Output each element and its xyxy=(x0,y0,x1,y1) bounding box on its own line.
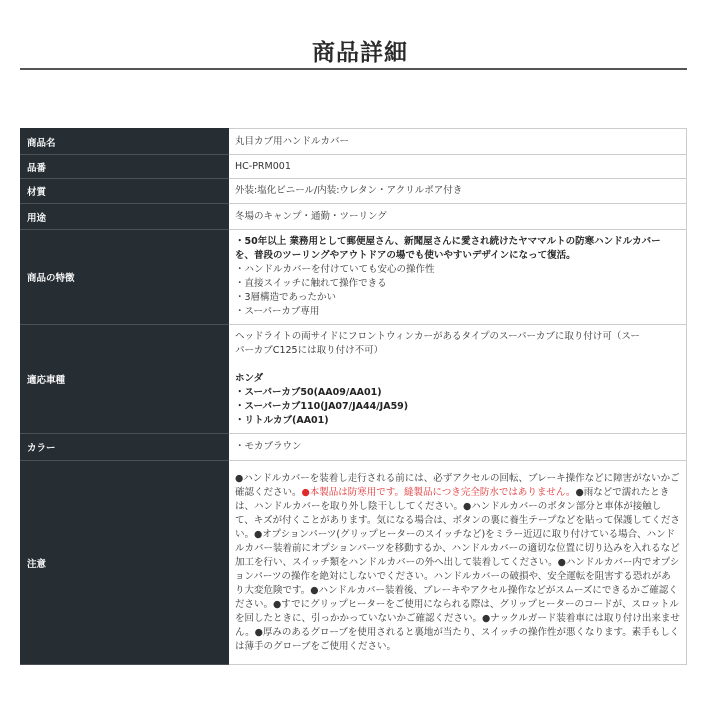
vehicle-description-line: ヘッドライトの両サイドにフロントウィンカーがあるタイプのスーパーカブに取り付け可（スー xyxy=(235,331,640,342)
spec-label-material: 材質 xyxy=(21,179,229,204)
vehicle-model: ・リトルカブ(AA01) xyxy=(235,415,329,426)
spec-label-product-name: 商品名 xyxy=(21,129,229,155)
spec-value-vehicles xyxy=(229,325,687,434)
spec-label-color: カラー xyxy=(21,434,229,461)
product-spec-table xyxy=(20,128,687,665)
spec-label-features: 商品の特徴 xyxy=(21,230,229,325)
spec-row-color xyxy=(21,434,687,461)
vehicle-maker: ホンダ xyxy=(235,373,264,384)
spec-value-product-name: 丸目カブ用ハンドルカバー xyxy=(229,129,687,155)
spec-value-usage: 冬場のキャンプ・通勤・ツーリング xyxy=(229,204,687,230)
spec-row-material xyxy=(21,179,687,204)
feature-item: ・直接スイッチに触れて操作できる xyxy=(235,278,387,289)
spec-row-product-name xyxy=(21,129,687,155)
spec-value-notes xyxy=(229,461,687,665)
spec-label-usage: 用途 xyxy=(21,204,229,230)
spec-label-vehicles: 適応車種 xyxy=(21,325,229,434)
notes-text xyxy=(235,472,680,654)
feature-item: ・ハンドルカバーを付けていても安心の操作性 xyxy=(235,264,435,275)
spec-value-features xyxy=(229,230,687,325)
spec-row-product-code xyxy=(21,155,687,179)
spec-label-notes: 注意 xyxy=(21,461,229,665)
feature-headline-line: を、普段のツーリングやアウトドアの場でも使いやすいデザインになって復活。 xyxy=(235,250,576,261)
spec-value-material: 外装:塩化ビニール/内装:ウレタン・アクリルボア付き xyxy=(229,179,687,204)
notes-part-1: ●ハンドルカバーを装着し走行される前には、必ずアクセルの回転、ブレーキ操作などに障害がないかご確認ください。 xyxy=(235,472,680,498)
spec-row-notes xyxy=(21,461,687,665)
page-title: 商品詳細 xyxy=(312,40,408,66)
spacer xyxy=(235,358,680,372)
feature-item: ・スーパーカブ専用 xyxy=(235,306,320,317)
title-divider xyxy=(20,68,687,70)
spec-row-usage xyxy=(21,204,687,230)
feature-item: ・3層構造であったかい xyxy=(235,292,336,303)
vehicle-description-line: パーカブC125には取り付け不可） xyxy=(235,345,384,356)
vehicle-model: ・スーパーカブ110(JA07/JA44/JA59) xyxy=(235,401,409,412)
spec-value-product-code: HC-PRM001 xyxy=(229,155,687,179)
spec-value-color: ・モカブラウン xyxy=(229,434,687,461)
spec-label-product-code: 品番 xyxy=(21,155,229,179)
notes-part-2: ●雨などで濡れたときは、ハンドルカバーを取り外し陰干ししてください。●ハンドルカバーのボタン部分と車体が接触して、キズが付くことがあります。気になる場合は、ボタンの裏に養生テープなどを貼って保護してください。●オプションパーツ(グリップヒーターのスイッチなど)をミラー近辺に取り付けている場合、ハンドルカバー装着前にオプションパーツを移動するか、ハンドルカバーの適切な位置に切り込みを入れるなど加工を行い、スイッチ類をハンドルカバーの外へ出して装着してください。●ハンドルカバー内でオプションパーツの操作を絶対にしないでください。ハンドルカバーの破損や、安全運転を阻害する恐れがあり大変危険です。●ハンドルカバー装着後、ブレーキやアクセル操作などがスムーズにできるかご確認ください。●すでにグリップヒーターをご使用になられる際は、グリップヒーターのコードが、スロットルを回したときに、引っかかっていないかご確認ください。●ナックルガード装着車には取り付け出来ません。●厚みのあるグローブを使用されると裏地が当たり、スイッチの操作性が悪くなります。素手もしくは薄手のグローブをご使用ください。 xyxy=(235,486,680,652)
notes-warning: ●本製品は防寒用です。縫製品につき完全防水ではありません。 xyxy=(301,486,576,498)
spec-row-features xyxy=(21,230,687,325)
vehicle-model: ・スーパーカブ50(AA09/AA01) xyxy=(235,387,382,398)
feature-headline-line: ・50年以上 業務用として郵便屋さん、新聞屋さんに愛され続けたヤママルトの防寒ハンドルカバー xyxy=(235,236,661,247)
spec-row-vehicles xyxy=(21,325,687,434)
